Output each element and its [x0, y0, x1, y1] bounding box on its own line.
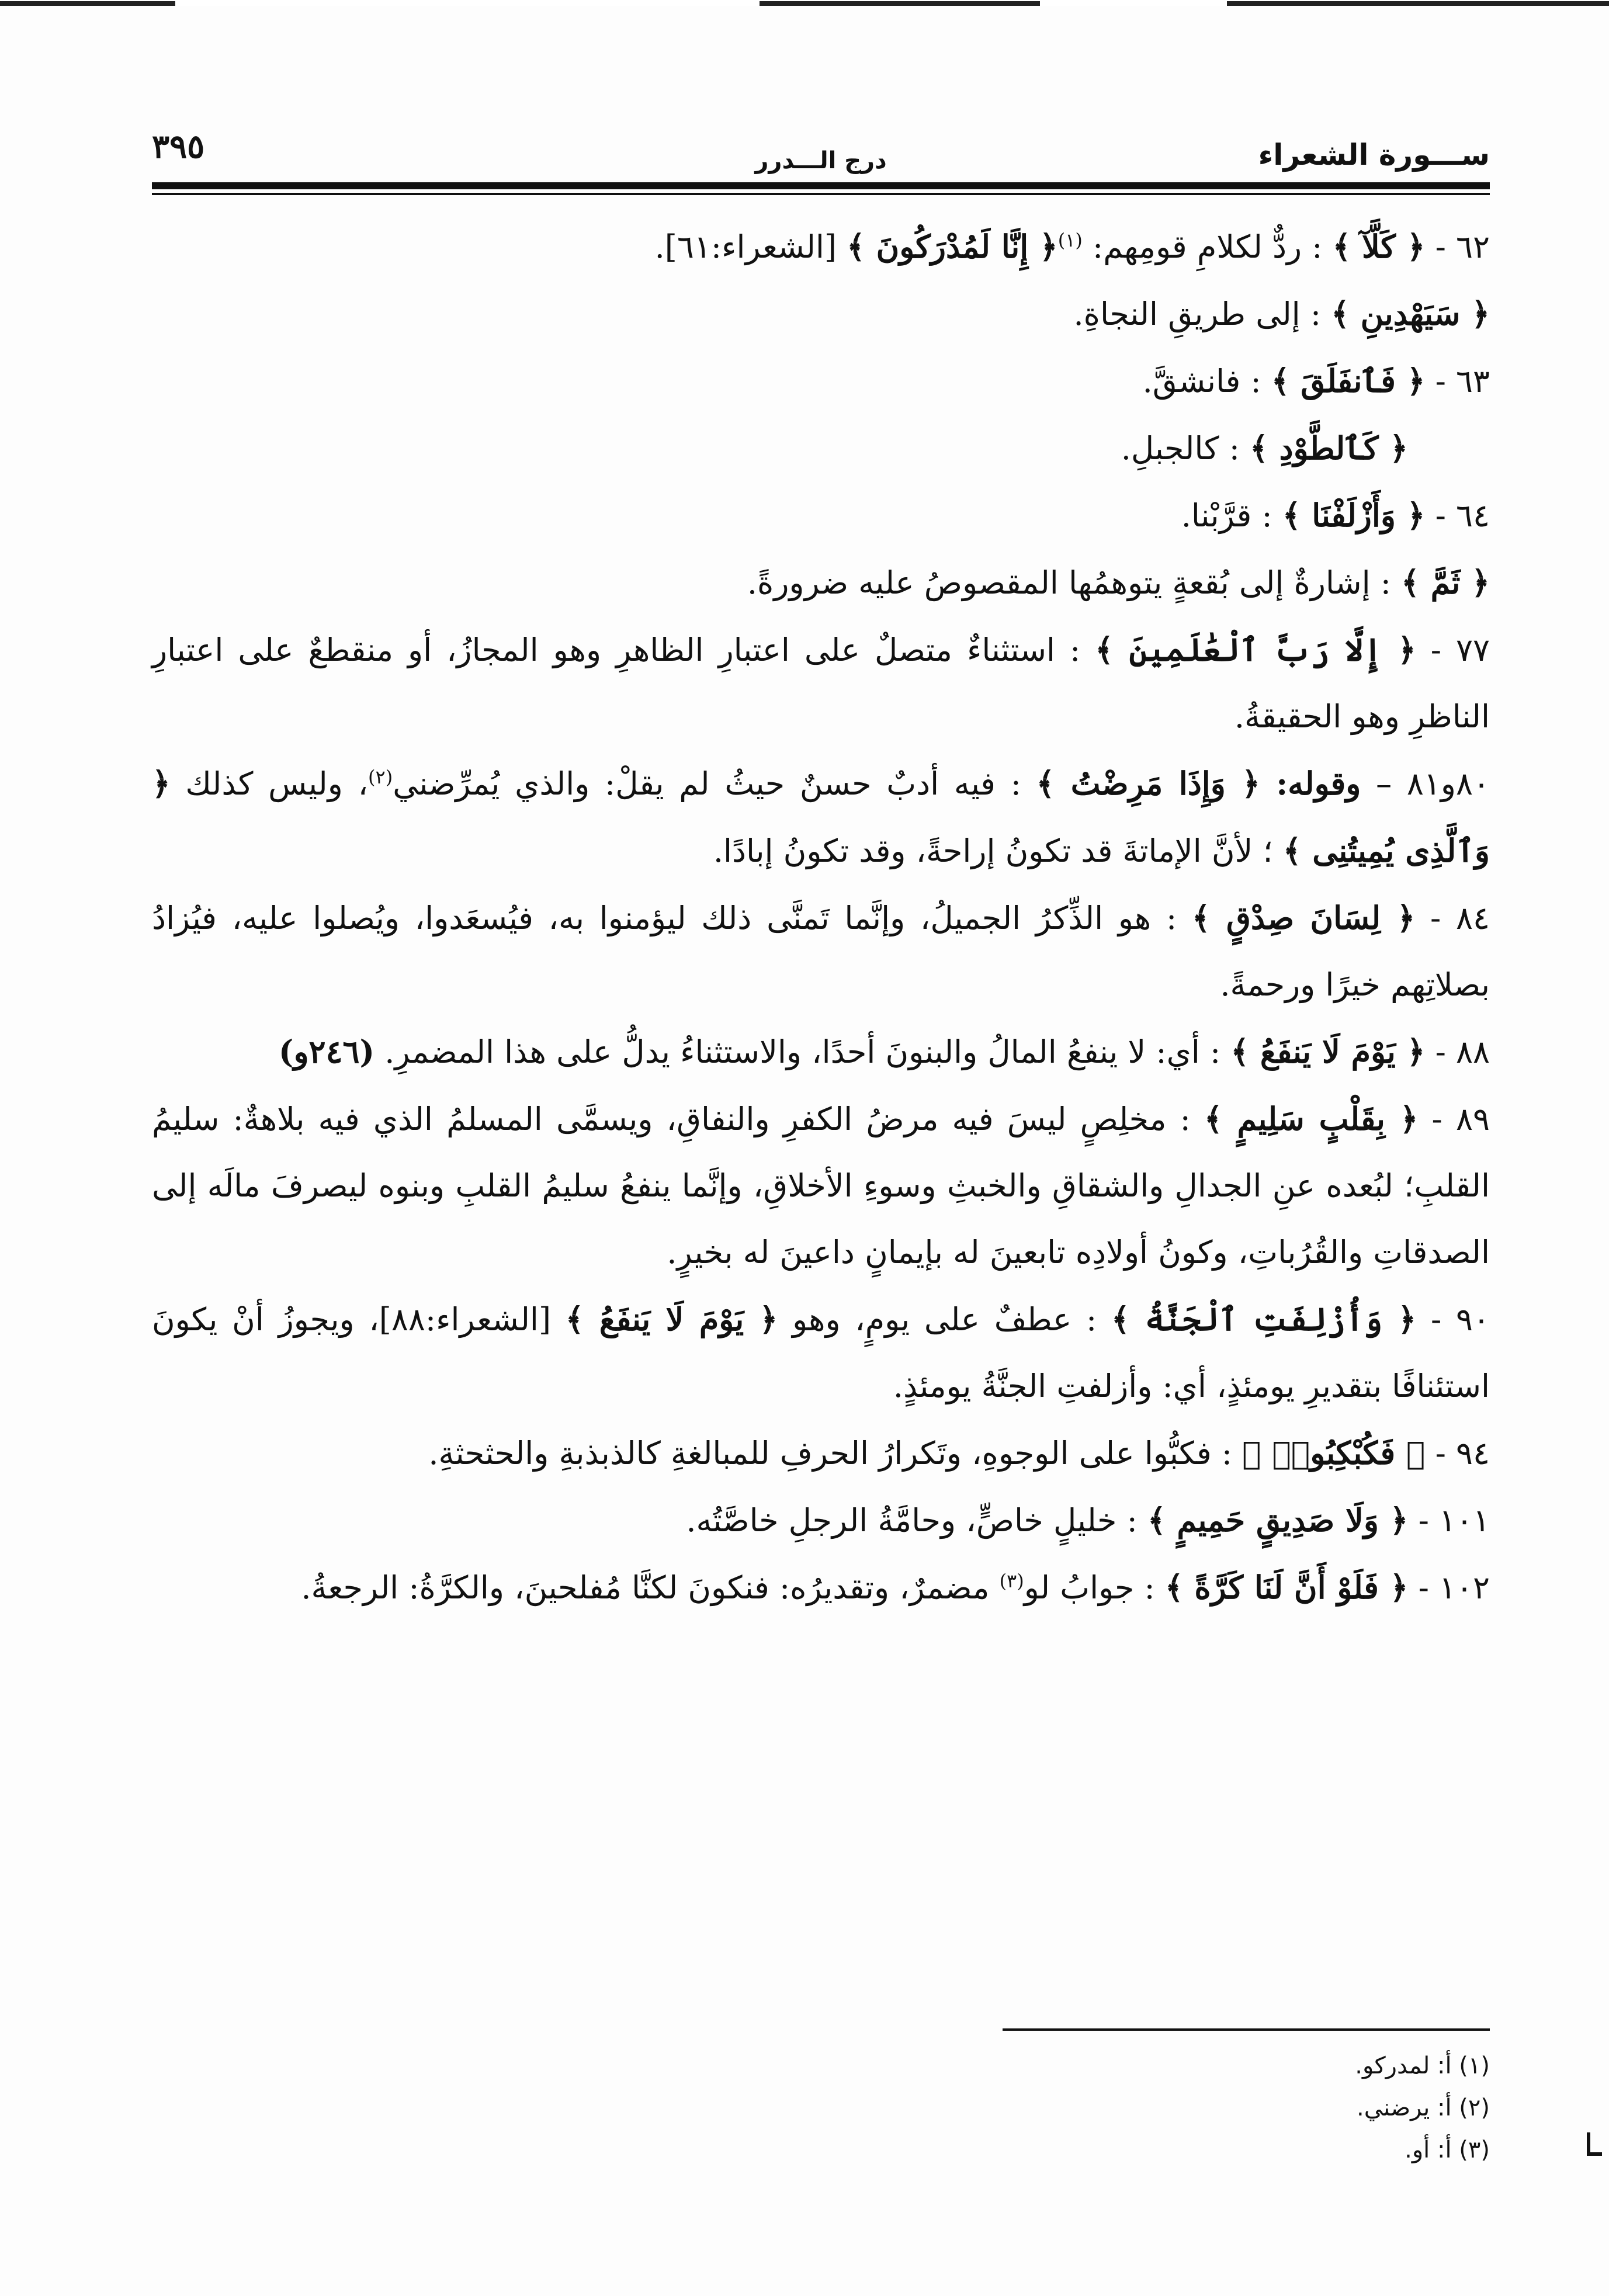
quran-phrase: ﴿ وَأُزْلِفَتِ ٱلْجَنَّةُ ﴾: [1111, 1300, 1417, 1338]
gloss-text: : قرَّبْنا.: [1181, 497, 1282, 534]
footnote-ref: (٣): [999, 1570, 1024, 1592]
quran-phrase: ﴿ فَلَوْ أَنَّ لَنَا كَرَّةً ﴾: [1164, 1569, 1409, 1606]
quran-phrase: وقوله: ﴿ وَإِذَا مَرِضْتُ ﴾: [1036, 765, 1361, 802]
commentary-entry: [152, 549, 1490, 616]
quran-phrase: ﴾: [847, 228, 876, 265]
gloss-text: [الشعراء:٦١].: [654, 228, 847, 265]
quran-phrase: ﴿ بِقَلْبٍ سَلِيمٍ ﴾: [1204, 1100, 1419, 1137]
surah-title: ســـورة الشعراء: [1258, 138, 1490, 172]
commentary-entry: [152, 348, 1490, 415]
quran-phrase: ﴿ سَيَهْدِينِ ﴾: [1331, 295, 1490, 332]
commentary-body: [152, 213, 1490, 1621]
gloss-text: ؛ لأنَّ الإماتةَ قد تكونُ إراحةً، وقد تكونُ إبادًا.: [713, 833, 1283, 869]
commentary-entry: [152, 1018, 1490, 1085]
gloss-text: : مخلِصٍ ليسَ فيه مرضُ الكفرِ والنفاقِ، ويسمَّى المسلمُ الذي فيه بلاهةٌ: سليمُ القلبِ؛ لبُعده عنِ الجدالِ والشقاقِ والخبثِ وسوءِ الأخلاقِ، وإنَّما ينفعُ سليمُ القلبِ وبنوه ليصرفَ مالَه إلى الصدقاتِ والقُرُباتِ، وكونُ أولادِه تابعينَ له بإيمانٍ داعينَ له بخيرٍ.: [152, 1101, 1490, 1271]
quran-phrase: ﴿ إِلَّا رَبَّ ٱلْعَٰلَمِينَ ﴾: [1095, 631, 1416, 668]
quran-phrase: ﴿ ثَمَّ ﴾: [1401, 564, 1490, 601]
quran-phrase: ﴿ لِسَانَ صِدْقٍ ﴾: [1191, 899, 1416, 937]
commentary-entry: [152, 213, 1490, 280]
gloss-text: : أي: لا ينفعُ المالُ والبنونَ أحدًا، والاستثناءُ يدلُّ على هذا المضمرِ.: [374, 1033, 1231, 1070]
header-rule-thin: [152, 193, 1490, 195]
commentary-entry: [152, 885, 1490, 1018]
footnote-ref: (١): [1057, 229, 1083, 251]
gloss-text: : هو الذِّكرُ الجميلُ، وإنَّما تَمنَّى ذلك ليؤمنوا به، فيُسعَدوا، ويُصلوا عليه، فيُزادُ بصلاتِهم خيرًا ورحمةً.: [152, 900, 1490, 1003]
quran-phrase: ﴿ وَأَزْلَفْنَا ﴾: [1282, 497, 1426, 534]
gloss-text: [الشعراء:٨٨]، ويجوزُ أنْ يكونَ استئنافًا بتقديرِ يومئذٍ، أي: وأزلفتِ الجنَّةُ يومئذٍ.: [152, 1301, 1490, 1404]
gloss-text: : جوابُ لو: [1024, 1569, 1165, 1606]
gloss-text: : خليلٍ خاصٍّ، وحامَّةُ الرجلِ خاصَّتُه.: [686, 1502, 1147, 1539]
quran-phrase: ﴿ وَلَا صَدِيقٍ حَمِيمٍ ﴾: [1147, 1501, 1409, 1539]
quran-phrase: ﴿ فَٱنفَلَقَ ﴾: [1271, 362, 1426, 400]
footnote-separator: [1003, 2028, 1490, 2031]
gloss-text: : فكبُّوا على الوجوهِ، وتَكرارُ الحرفِ للمبالغةِ كالذبذبةِ والحثحثةِ.: [428, 1435, 1243, 1472]
page-header: [152, 123, 1490, 175]
verse-number: ١٠٢ -: [1408, 1569, 1490, 1606]
verse-number: ٩٠ -: [1416, 1301, 1490, 1338]
gloss-text: : إلى طريقِ النجاةِ.: [1073, 296, 1331, 332]
gloss-text: : إشارةٌ إلى بُقعةٍ يتوهمُها المقصوصُ عليه ضرورةً.: [747, 564, 1402, 601]
page-number: ٣٩٥: [152, 127, 205, 166]
quran-phrase: ﴿ يَوْمَ لَا يَنفَعُ ﴾: [565, 1300, 778, 1338]
commentary-entry: [152, 616, 1490, 750]
verse-number: ٨٤ -: [1415, 900, 1490, 937]
footnote: (١) أ: لمدركو.: [1355, 2052, 1490, 2079]
book-title: درج الـــدرر: [755, 147, 887, 174]
verse-number: ٦٣ -: [1425, 363, 1490, 400]
gloss-text: ، وليس كذلك: [170, 765, 369, 802]
commentary-entry: [152, 415, 1490, 482]
verse-number: ٧٧ -: [1416, 632, 1490, 668]
scan-artifact: [1227, 1, 1609, 6]
gloss-text: : عطفٌ على يومٍ، وهو: [778, 1301, 1111, 1338]
verse-number: ٦٤ -: [1425, 497, 1490, 534]
commentary-entry: [152, 750, 1490, 885]
gloss-text: : فيه أدبٌ حسنٌ حيثُ لم يقلْ: والذي يُمرِّضني: [393, 765, 1036, 802]
commentary-entry: [152, 1487, 1490, 1554]
footnotes: [1003, 2045, 1490, 2171]
manuscript-folio-ref: (٢٤٦و): [278, 1033, 375, 1070]
commentary-entry: [152, 482, 1490, 549]
verse-number: ٨٨ -: [1425, 1033, 1490, 1070]
scan-artifact: [0, 1, 175, 6]
footnote-ref: (٢): [368, 766, 393, 788]
verse-number: ١٠١ -: [1408, 1502, 1490, 1539]
scan-artifact: [760, 1, 1040, 6]
verse-number: ٨٠و٨١ –: [1361, 765, 1490, 802]
commentary-entry: [152, 280, 1490, 348]
verse-number: ٨٩ -: [1418, 1101, 1490, 1137]
commentary-entry: [152, 1554, 1490, 1621]
quran-phrase: ﴿ وَٱلَّذِى يُمِيتُنِى ﴾: [152, 765, 1490, 869]
verse-number: ٩٤ -: [1425, 1435, 1490, 1472]
quran-phrase: ﴿ فَكُبْكِبُوا۟ ﴾: [1242, 1434, 1426, 1472]
quran-phrase: ﴿ كَٱلطَّوْدِ ﴾: [1250, 429, 1408, 467]
verse-number: ٦٢ -: [1425, 228, 1490, 265]
gloss-text: : ردٌّ لكلامِ قومِهم:: [1082, 228, 1333, 265]
quran-phrase: ﴿ إِنَّا لَمُدْرَكُونَ: [876, 228, 1058, 265]
commentary-entry: [152, 1286, 1490, 1420]
quran-phrase: ﴿ يَوْمَ لَا يَنفَعُ ﴾: [1230, 1033, 1426, 1070]
commentary-entry: [152, 1420, 1490, 1487]
footnote: (٢) أ: يرضني.: [1356, 2094, 1490, 2121]
header-rule-thick: [152, 182, 1490, 189]
gloss-text: : فانشقَّ.: [1142, 363, 1271, 400]
quran-phrase: ﴿ كَلَّآ ﴾: [1332, 228, 1426, 265]
gloss-text: : كالجبلِ.: [1121, 430, 1250, 467]
binding-mark: [1587, 2132, 1602, 2156]
footnote: (٣) أ: أو.: [1405, 2137, 1490, 2163]
gloss-text: : استثناءٌ متصلٌ على اعتبارِ الظاهرِ وهو المجازُ، أو منقطعٌ على اعتبارِ الناظرِ وهو الحقيقةُ.: [152, 632, 1490, 735]
commentary-entry: [152, 1085, 1490, 1286]
gloss-text: مضمرٌ، وتقديرُه: فنكونَ لكنَّا مُفلحينَ، والكرَّةُ: الرجعةُ.: [301, 1569, 1000, 1606]
